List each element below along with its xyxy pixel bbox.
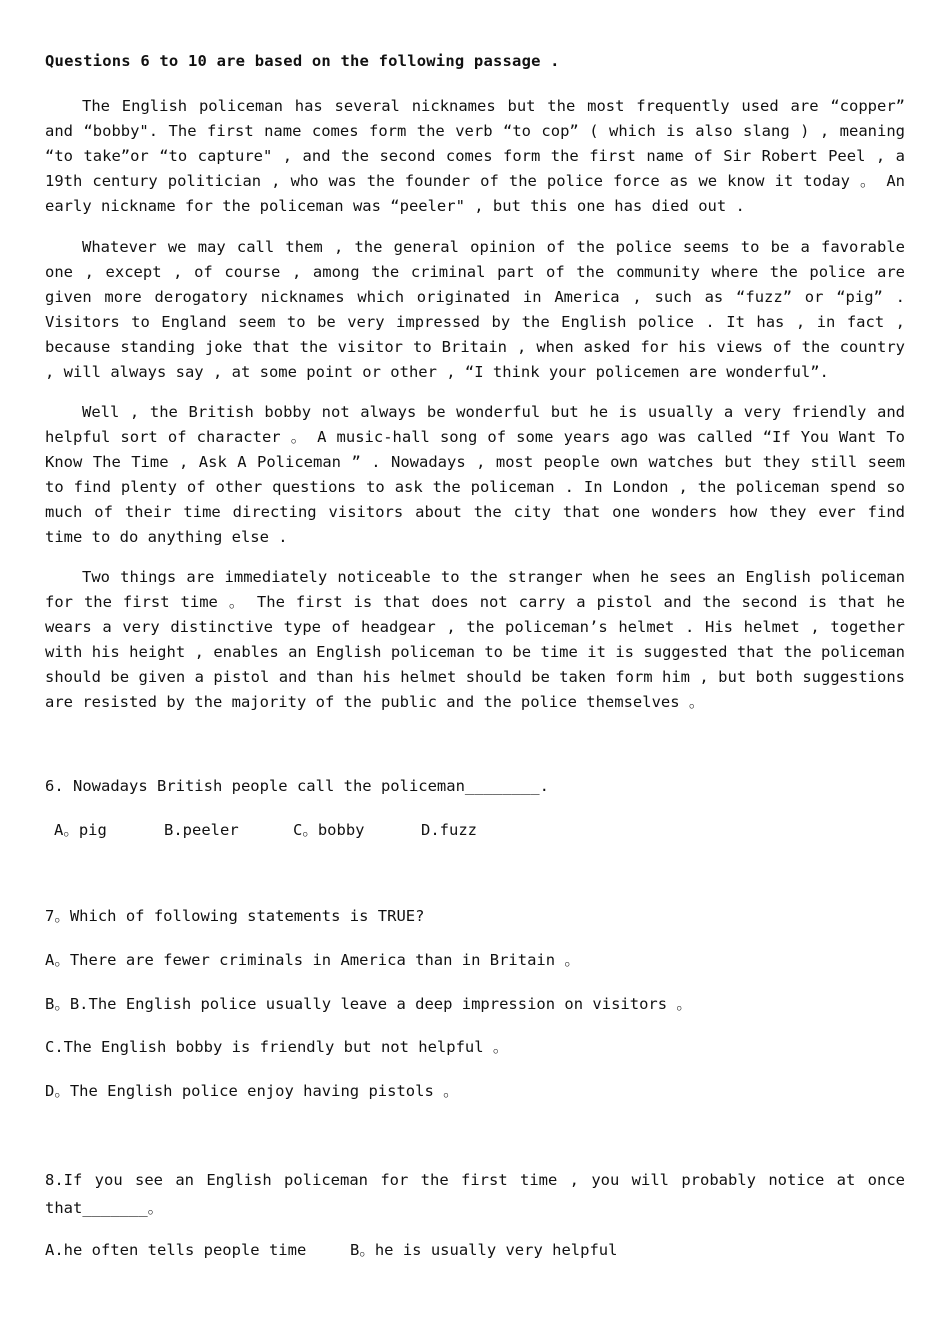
question-7-option-a: A。There are fewer criminals in America than in Britain 。 [45,951,580,969]
question-6-option-c: C。bobby [293,821,365,839]
passage-paragraph-2: Whatever we may call them , the general opinion of the police seems to be a favorable one , except , of course , among the criminal part of the community where the police are given more derogatory nicknames which originated in America , such as “fuzz” or “pig” . Visitors to England seem to be very impressed by the English police . It has , in fact , because standing joke that the visitor to Britain , when asked for his views of the country , will always say , at some point or other , “I think your policemen are wonderful”. [45,238,905,381]
passage-paragraph-1: The English policeman has several nicknames but the most frequently used are “copper” and “bobby". The first name comes form the verb “to cop” ( which is also slang ) , meaning “to take”or “to capture" , and the second comes form the first name of Sir Robert Peel , a 19th century politician , who was the founder of the police force as we know it today 。 An early nickname for the policeman was “peeler" , but this one has died out . [45,97,905,215]
passage-heading: Questions 6 to 10 are based on the following passage . [45,52,560,70]
question-6-option-b: B.peeler [164,821,239,839]
question-7-option-c: C.The English bobby is friendly but not helpful 。 [45,1038,509,1056]
question-6-option-a: A。pig [54,821,107,839]
question-8-option-b: B。he is usually very helpful [350,1241,618,1259]
passage-paragraph-4: Two things are immediately noticeable to the stranger when he sees an English policeman for the first time 。 The first is that does not carry a pistol and the second is that he wears a very distinctive type of headgear , the policeman’s helmet . His helmet , together with his height , enables an English policeman to be time it is suggested that the policeman should be given a pistol and than his helmet should be taken form him , but both suggestions are resisted by the majority of the public and the police themselves 。 [45,568,905,711]
question-8-option-a: A.he often tells people time [45,1241,307,1259]
passage-paragraph-3: Well , the British bobby not always be wonderful but he is usually a very friendly and helpful sort of character 。 A music-hall song of some years ago was called “If You Want To Know The Time , Ask A Policeman ” . Nowadays , most people own watches but they still seem to find plenty of other questions to ask the policeman . In London , the policeman spend so much of their time directing visitors about the city that one wonders how they ever find time to do anything else . [45,403,905,546]
question-8-stem: 8.If you see an English policeman for the first time , you will probably notice at once that_______。 [45,1171,905,1217]
question-6-options [54,819,477,841]
question-6-option-d: D.fuzz [421,821,477,839]
question-7-option-d: D。The English police enjoy having pistols 。 [45,1082,459,1100]
question-8-options [45,1239,617,1261]
question-6-stem: 6. Nowadays British people call the policeman________. [45,777,549,795]
question-7-option-b: B。B.The English police usually leave a deep impression on visitors 。 [45,995,692,1013]
question-7-stem: 7。Which of following statements is TRUE? [45,907,425,925]
